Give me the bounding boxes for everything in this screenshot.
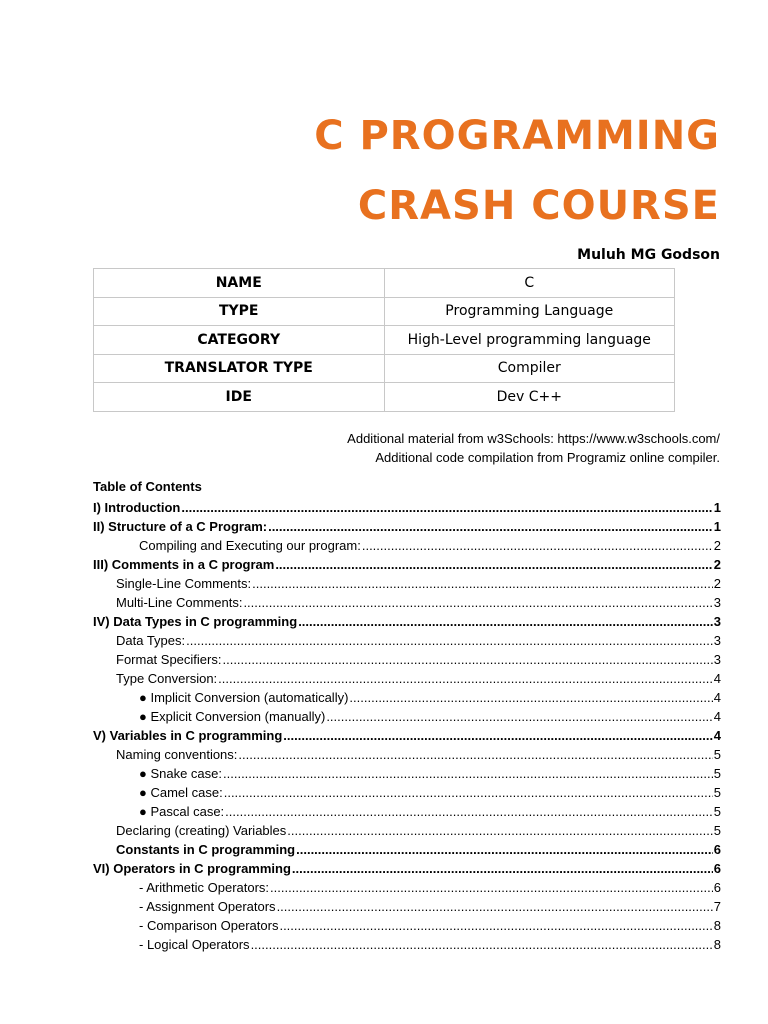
toc-entry-page: 4 [713, 709, 721, 724]
toc-entry-label: Compiling and Executing our program: [139, 538, 361, 553]
toc-dot-leader [181, 498, 712, 517]
toc-entry-label: Format Specifiers: [116, 652, 222, 667]
toc-entry[interactable] [93, 631, 721, 650]
toc-entry[interactable] [93, 517, 721, 536]
toc-entry-page: 4 [713, 728, 721, 743]
toc-entry-page: 8 [713, 918, 721, 933]
toc-entry-page: 8 [713, 937, 721, 952]
toc-entry-page: 5 [713, 785, 721, 800]
toc-entry-page: 3 [713, 595, 721, 610]
toc-dot-leader [252, 574, 713, 593]
info-value: Dev C++ [384, 383, 675, 412]
toc-entry-page: 3 [713, 633, 721, 648]
toc-entry-label: VI) Operators in C programming [93, 861, 291, 876]
note-w3schools: Additional material from w3Schools: https://www.w3schools.com/ [347, 431, 720, 446]
toc-entry-page: 2 [713, 576, 721, 591]
toc-entry[interactable] [93, 745, 721, 764]
toc-dot-leader [298, 612, 713, 631]
toc-entry[interactable] [93, 726, 721, 745]
toc-entry-page: 1 [713, 519, 721, 534]
info-row-translator [94, 354, 675, 383]
toc-entry[interactable] [93, 555, 721, 574]
toc-entry-page: 5 [713, 766, 721, 781]
toc-entry-page: 5 [713, 747, 721, 762]
toc-entry[interactable] [93, 650, 721, 669]
toc-entry-page: 6 [713, 861, 721, 876]
info-key: CATEGORY [94, 326, 385, 355]
info-table [93, 268, 675, 412]
info-key: TYPE [94, 297, 385, 326]
toc-entry-page: 2 [713, 557, 721, 572]
toc-dot-leader [296, 840, 713, 859]
toc-entry-page: 3 [713, 652, 721, 667]
toc-dot-leader [225, 802, 713, 821]
toc-dot-leader [275, 555, 712, 574]
toc-entry-label: IV) Data Types in C programming [93, 614, 298, 629]
toc-entry-page: 5 [713, 804, 721, 819]
toc-entry-page: 6 [713, 842, 721, 857]
info-value: C [384, 269, 675, 298]
toc-entry-label: ● Camel case: [139, 785, 223, 800]
toc-entry[interactable] [93, 707, 721, 726]
toc-entry-label: Naming conventions: [116, 747, 238, 762]
title-line-2: CRASH COURSE [357, 183, 720, 229]
toc-entry[interactable] [93, 688, 721, 707]
toc-entry-label: - Assignment Operators [139, 899, 276, 914]
toc-dot-leader [287, 821, 712, 840]
toc-entry[interactable] [93, 783, 721, 802]
toc-entry-page: 3 [713, 614, 721, 629]
note-programiz: Additional code compilation from Programiz online compiler. [375, 450, 720, 465]
toc-entry-label: - Arithmetic Operators: [139, 880, 270, 895]
toc-entry-page: 5 [713, 823, 721, 838]
toc-entry-label: - Comparison Operators [139, 918, 279, 933]
toc-entry[interactable] [93, 859, 721, 878]
toc-entry[interactable] [93, 498, 721, 517]
source-notes [347, 429, 720, 467]
toc-entry[interactable] [93, 593, 721, 612]
info-key: TRANSLATOR TYPE [94, 354, 385, 383]
toc-entry[interactable] [93, 878, 721, 897]
info-key: IDE [94, 383, 385, 412]
toc-entry[interactable] [93, 897, 721, 916]
toc-dot-leader [218, 669, 713, 688]
toc-dot-leader [238, 745, 712, 764]
toc-entry[interactable] [93, 916, 721, 935]
toc-entry[interactable] [93, 821, 721, 840]
toc-heading: Table of Contents [93, 479, 202, 494]
info-value: Programming Language [384, 297, 675, 326]
toc-entry[interactable] [93, 574, 721, 593]
toc-entry-label: Data Types: [116, 633, 186, 648]
toc-entry-page: 1 [713, 500, 721, 515]
toc-dot-leader [277, 897, 713, 916]
toc-dot-leader [326, 707, 712, 726]
info-row-type [94, 297, 675, 326]
toc-entry-label: III) Comments in a C program [93, 557, 275, 572]
toc-entry-page: 6 [713, 880, 721, 895]
toc-entry-label: II) Structure of a C Program: [93, 519, 268, 534]
toc-dot-leader [268, 517, 713, 536]
info-value: Compiler [384, 354, 675, 383]
toc-entry-label: I) Introduction [93, 500, 181, 515]
toc-entry[interactable] [93, 802, 721, 821]
toc-entry-label: ● Implicit Conversion (automatically) [139, 690, 349, 705]
toc-dot-leader [223, 764, 713, 783]
info-row-category [94, 326, 675, 355]
toc-entry-label: - Logical Operators [139, 937, 250, 952]
toc-dot-leader [251, 935, 713, 954]
toc-entry[interactable] [93, 612, 721, 631]
toc-entry[interactable] [93, 840, 721, 859]
toc-entry-label: Constants in C programming [116, 842, 296, 857]
toc-dot-leader [243, 593, 712, 612]
toc-entry-label: V) Variables in C programming [93, 728, 283, 743]
toc-entry-label: Single-Line Comments: [116, 576, 252, 591]
info-row-ide [94, 383, 675, 412]
toc-entry-page: 2 [713, 538, 721, 553]
toc-entry[interactable] [93, 536, 721, 555]
toc-dot-leader [224, 783, 713, 802]
info-row-name [94, 269, 675, 298]
info-value: High-Level programming language [384, 326, 675, 355]
toc-entry-label: Declaring (creating) Variables [116, 823, 287, 838]
toc-dot-leader [222, 650, 712, 669]
toc-entry-label: ● Pascal case: [139, 804, 225, 819]
table-of-contents [93, 498, 721, 954]
toc-entry[interactable] [93, 764, 721, 783]
toc-entry-label: ● Explicit Conversion (manually) [139, 709, 326, 724]
toc-entry[interactable] [93, 669, 721, 688]
info-key: NAME [94, 269, 385, 298]
toc-dot-leader [362, 536, 713, 555]
toc-entry-page: 7 [713, 899, 721, 914]
toc-entry-label: Type Conversion: [116, 671, 218, 686]
toc-dot-leader [292, 859, 713, 878]
toc-entry[interactable] [93, 935, 721, 954]
toc-entry-label: Multi-Line Comments: [116, 595, 243, 610]
author-name: Muluh MG Godson [577, 247, 720, 263]
toc-dot-leader [283, 726, 712, 745]
toc-entry-page: 4 [713, 690, 721, 705]
toc-entry-page: 4 [713, 671, 721, 686]
toc-dot-leader [270, 878, 713, 897]
toc-dot-leader [186, 631, 713, 650]
toc-dot-leader [349, 688, 712, 707]
toc-dot-leader [279, 916, 712, 935]
toc-entry-label: ● Snake case: [139, 766, 223, 781]
title-line-1: C PROGRAMMING [314, 113, 720, 159]
